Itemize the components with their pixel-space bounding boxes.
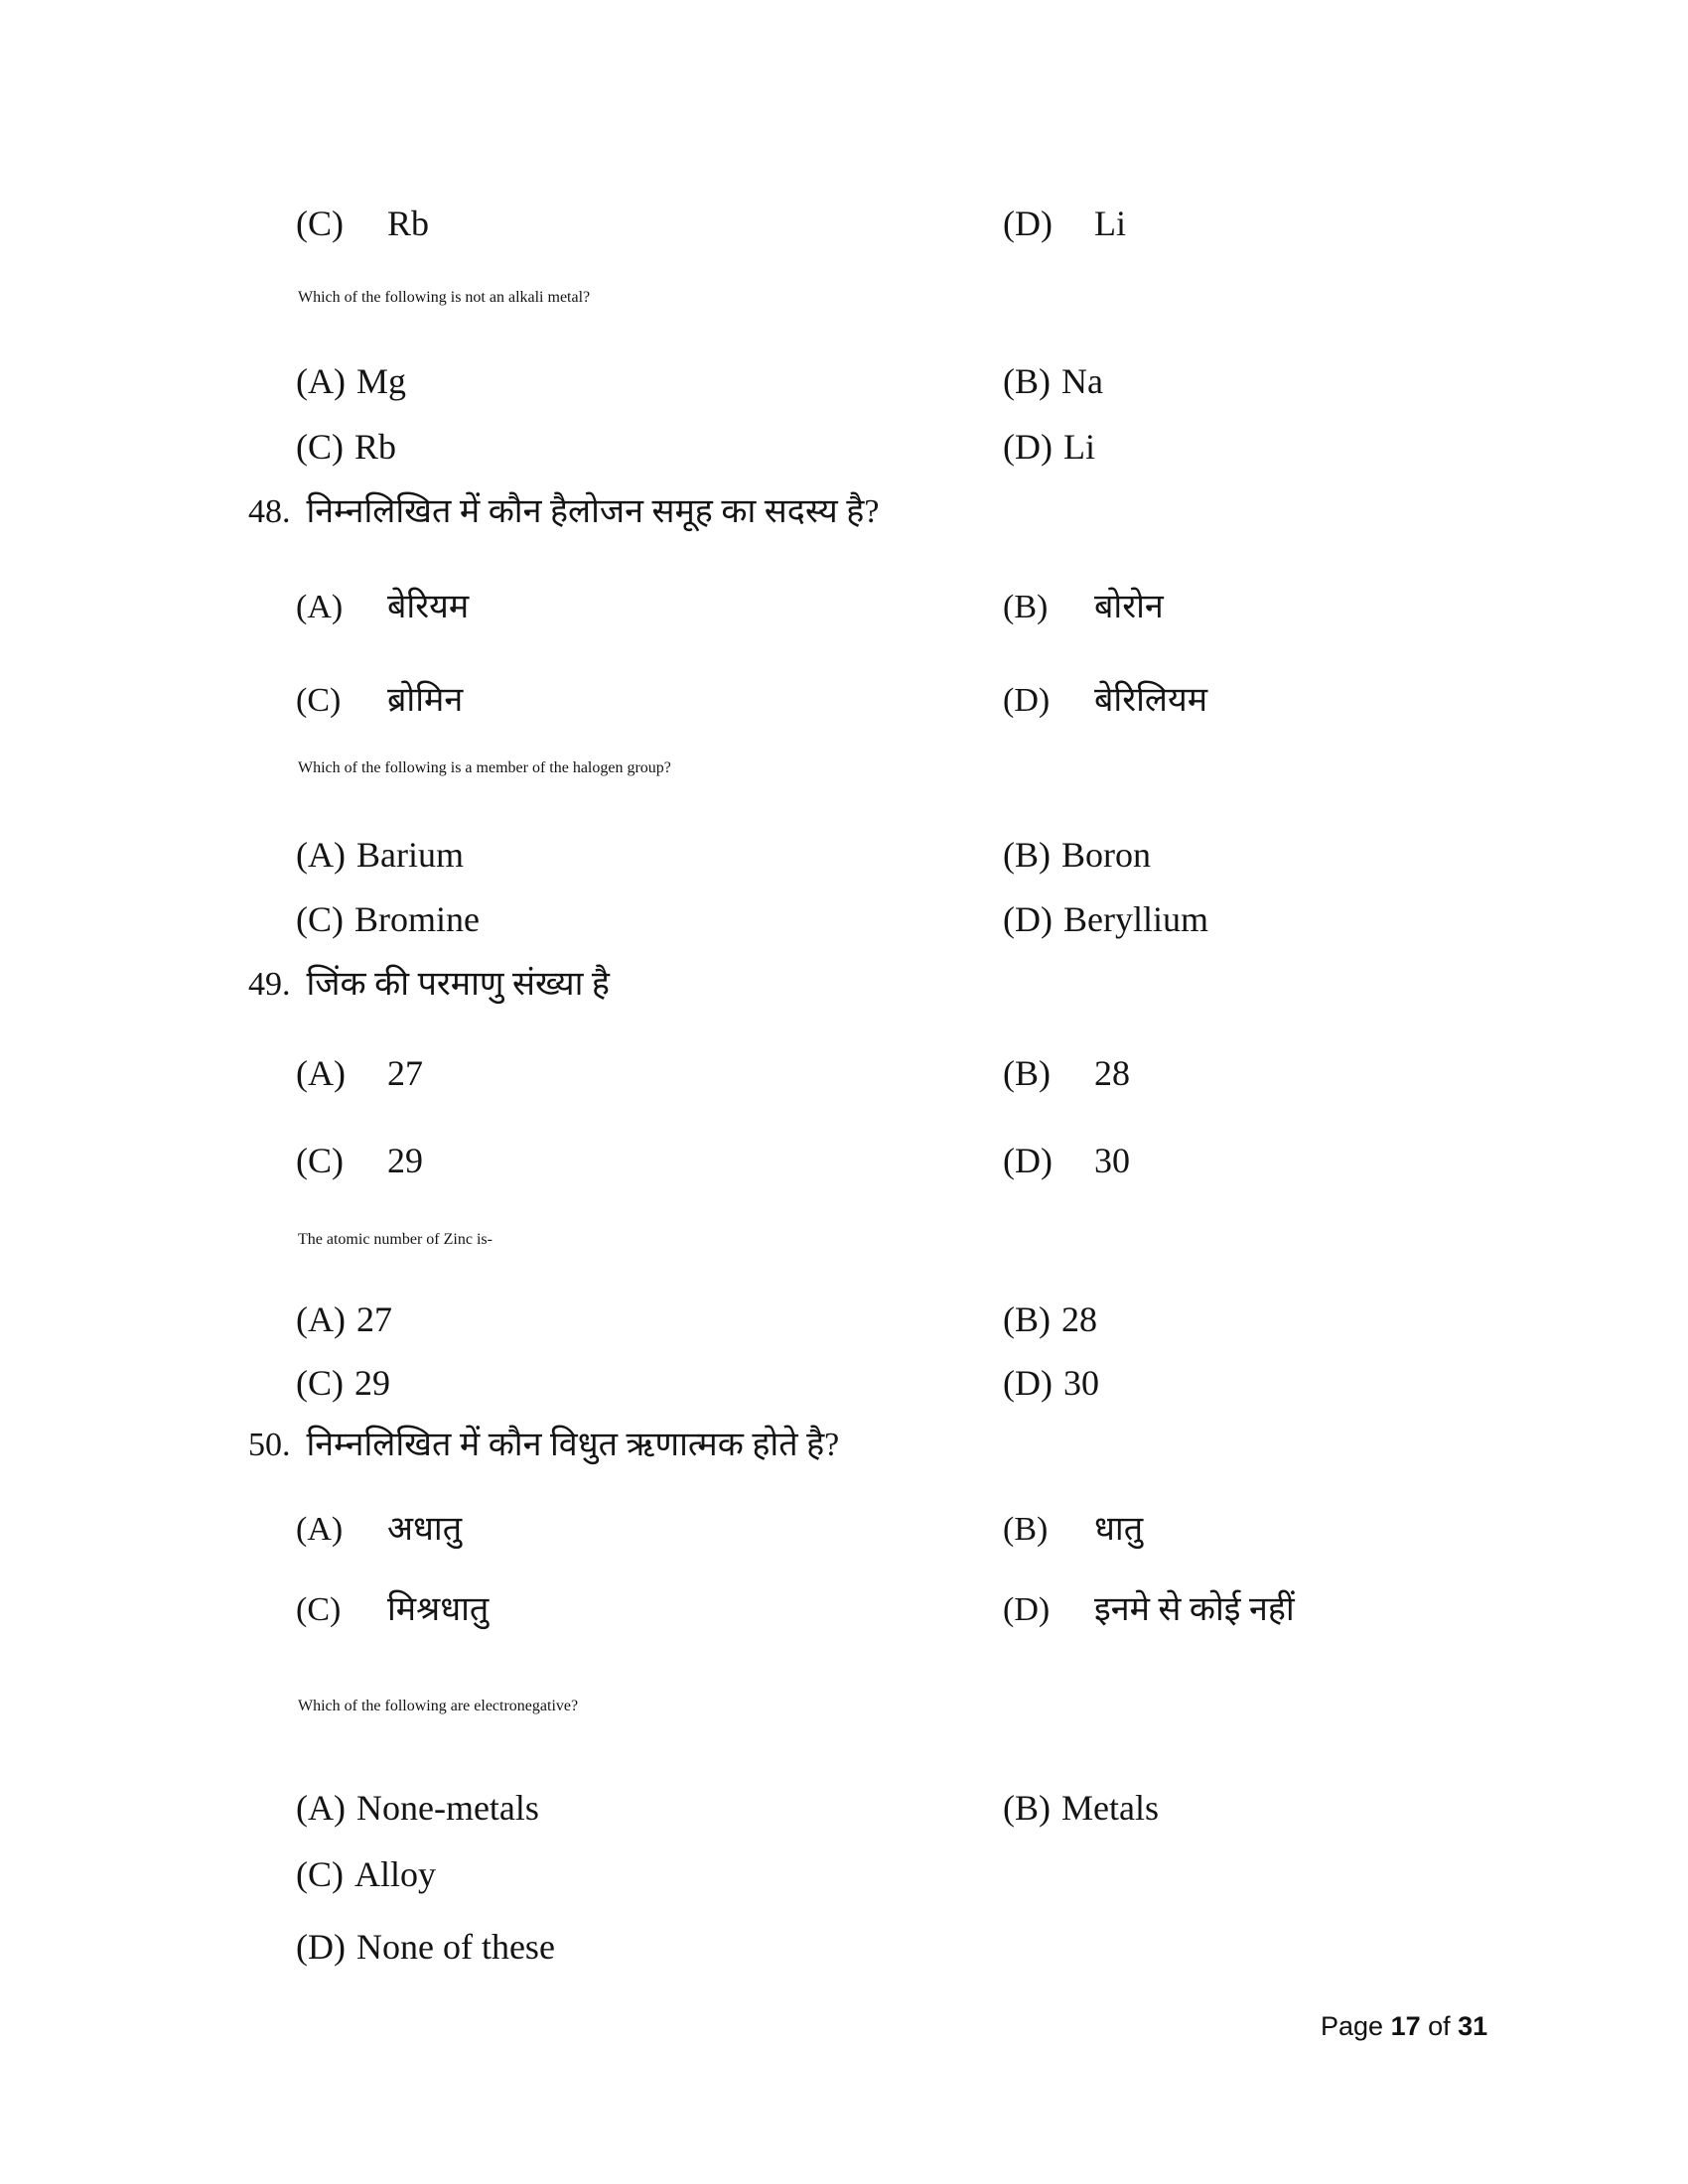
option-label: (B) xyxy=(1003,589,1049,625)
question-text-english: Which of the following is not an alkali metal? xyxy=(298,289,591,306)
option-label: (D) xyxy=(1003,204,1053,243)
option-label: (D) xyxy=(1003,1363,1053,1403)
option-label: (D) xyxy=(1003,682,1051,719)
option-text: 30 xyxy=(1062,1363,1099,1403)
page-footer xyxy=(1321,2011,1487,2042)
option-label: (A) xyxy=(296,1511,344,1548)
option-label: (A) xyxy=(296,1053,346,1093)
option-text: ब्रोमिन xyxy=(387,682,464,719)
option-d xyxy=(296,1926,555,1968)
option-text: Metals xyxy=(1061,1788,1159,1828)
option-label: (A) xyxy=(296,589,344,625)
option-text: इनमे से कोई नहीं xyxy=(1094,1591,1295,1628)
option-c xyxy=(296,1362,390,1404)
option-a xyxy=(296,582,469,627)
option-label: (B) xyxy=(1003,1511,1049,1548)
option-label: (B) xyxy=(1003,1788,1051,1828)
option-label: (C) xyxy=(296,682,342,719)
option-b xyxy=(1003,834,1151,876)
option-c xyxy=(296,1584,489,1630)
option-d xyxy=(1003,1584,1295,1630)
option-b xyxy=(1003,1052,1130,1094)
option-text: Mg xyxy=(355,361,406,401)
question-text-english: The atomic number of Zinc is- xyxy=(298,1231,492,1248)
option-text: Beryllium xyxy=(1062,899,1208,939)
option-a xyxy=(296,1052,423,1094)
option-c xyxy=(296,898,480,940)
option-text: 29 xyxy=(387,1141,423,1180)
option-text: धातु xyxy=(1094,1511,1144,1548)
question-text-hindi: निम्नलिखित में कौन विधुत ऋणात्मक होते है? xyxy=(306,1427,840,1463)
option-label: (C) xyxy=(296,1363,344,1403)
option-text: अधातु xyxy=(387,1511,463,1548)
question-48 xyxy=(248,486,879,532)
option-a xyxy=(296,360,406,402)
page-total: 31 xyxy=(1458,2011,1488,2041)
option-text: Boron xyxy=(1061,835,1151,875)
option-label: (A) xyxy=(296,1299,346,1339)
question-number: 50. xyxy=(248,1427,291,1463)
option-a xyxy=(296,1504,462,1550)
question-50 xyxy=(248,1420,839,1465)
option-c xyxy=(296,426,396,468)
question-text-hindi: निम्नलिखित में कौन हैलोजन समूह का सदस्य है? xyxy=(306,493,880,530)
option-label: (C) xyxy=(296,1141,344,1180)
option-text: 27 xyxy=(387,1053,423,1093)
option-text: Barium xyxy=(355,835,464,875)
option-d xyxy=(1003,1140,1130,1181)
option-text: None of these xyxy=(355,1927,555,1967)
option-label: (A) xyxy=(296,835,346,875)
option-d xyxy=(1003,426,1095,468)
option-text: Li xyxy=(1094,204,1126,243)
option-label: (D) xyxy=(1003,427,1053,467)
question-number: 49. xyxy=(248,966,291,1003)
option-text: Li xyxy=(1062,427,1095,467)
option-label: (C) xyxy=(296,1591,342,1628)
option-label: (B) xyxy=(1003,1299,1051,1339)
option-c xyxy=(296,1140,423,1181)
option-d xyxy=(1003,1362,1099,1404)
option-c xyxy=(296,1853,436,1895)
option-text: 28 xyxy=(1094,1053,1130,1093)
option-text: 28 xyxy=(1061,1299,1097,1339)
option-text: 30 xyxy=(1094,1141,1130,1180)
question-text-hindi: जिंक की परमाणु संख्या है xyxy=(306,966,610,1003)
option-label: (C) xyxy=(296,204,344,243)
option-text: None-metals xyxy=(355,1788,539,1828)
option-d xyxy=(1003,675,1207,721)
question-text-english: Which of the following are electronegative? xyxy=(298,1698,579,1714)
option-text: बेरियम xyxy=(387,589,470,625)
option-c xyxy=(296,675,463,721)
option-text: Alloy xyxy=(354,1854,437,1894)
option-d xyxy=(1003,203,1126,244)
option-a xyxy=(296,1787,539,1829)
option-label: (C) xyxy=(296,427,344,467)
page-of-label: of xyxy=(1420,2011,1459,2041)
option-label: (A) xyxy=(296,1788,346,1828)
option-b xyxy=(1003,1298,1097,1340)
option-text: बोरोन xyxy=(1094,589,1164,625)
page-label: Page xyxy=(1321,2011,1391,2041)
option-a xyxy=(296,834,464,876)
option-d xyxy=(1003,898,1208,940)
option-label: (D) xyxy=(1003,1591,1051,1628)
option-label: (B) xyxy=(1003,835,1051,875)
option-text: बेरिलियम xyxy=(1094,682,1208,719)
question-49 xyxy=(248,959,610,1005)
option-label: (A) xyxy=(296,361,346,401)
question-number: 48. xyxy=(248,493,291,530)
option-label: (D) xyxy=(1003,1141,1053,1180)
option-b xyxy=(1003,1504,1143,1550)
option-b xyxy=(1003,582,1164,627)
option-text: Rb xyxy=(387,204,430,243)
option-text: 29 xyxy=(354,1363,390,1403)
option-label: (B) xyxy=(1003,1053,1051,1093)
option-text: मिश्रधातु xyxy=(387,1591,490,1628)
option-label: (D) xyxy=(1003,899,1053,939)
option-b xyxy=(1003,360,1103,402)
option-text: Bromine xyxy=(354,899,480,939)
option-text: 27 xyxy=(355,1299,392,1339)
option-label: (C) xyxy=(296,1854,344,1894)
option-text: Na xyxy=(1061,361,1103,401)
question-text-english: Which of the following is a member of the halogen group? xyxy=(298,759,671,776)
option-label: (C) xyxy=(296,899,344,939)
option-label: (B) xyxy=(1003,361,1051,401)
option-a xyxy=(296,1298,392,1340)
option-text: Rb xyxy=(354,427,397,467)
option-b xyxy=(1003,1787,1159,1829)
option-c xyxy=(296,203,429,244)
option-label: (D) xyxy=(296,1927,346,1967)
page-current: 17 xyxy=(1390,2011,1421,2041)
